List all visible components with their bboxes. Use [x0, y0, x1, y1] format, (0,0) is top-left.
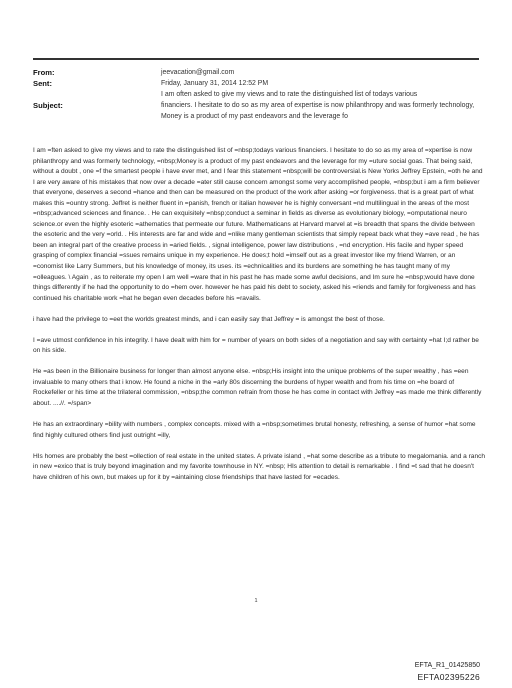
- body-paragraph: i have had the privilege to =eet the worlds greatest minds, and i can easily say that Jeffrey = is amongst the best of those.: [33, 315, 385, 323]
- from-value: jeevacation@gmail.com: [161, 69, 235, 76]
- email-header: [33, 68, 495, 122]
- document-id-secondary: EFTA02395226: [417, 672, 480, 682]
- body-paragraph: I am =ften asked to give my views and to rate the distinguished list of =nbsp;todays various financiers. I hesitate to do so as my area of =xpertise is now philanthropy and was formerly technology, =nbsp;Money is a product of my past endeavors and the leverage for my =uture social goas. That being said, without a doubt , one =f the smartest people i have ever met, and I fear this statement =nbsp;will be controversial.is New Yorks Jeffrey Epstein, =oth he and I are very aware of his mistakes that now over a decade =ater still cause concern amongst some very accomplished people, =nbsp;but i am a firm believer that everyone, deserves a second =hance and then can be measured on the product of the work after asking =or forgiveness. that is a great part of what makes this =ountry strong. Jeffret is neither fluent in =panish, french or italian however he is highly conversant =nd multilingual in the areas of the most =nbsp;advanced sciences and finance. . He can exquisitely =nbsp;conduct a seminar in fields as diverse as evolutionary biology, =omputational neuro science.or even the highly esoteric =athematics that permeate our future. Mathematicans at Harvard marvel at =is breadth that spans the divide between the esoteric and the very =orld. . His interests are far and wide and =nlike many gentleman scientists that simply repeat back what they =ave read , he has been an integral part of the creative process in =aried fields. , signal intelligence, power law distributions , =nd encryption. His facile and hyper speed grasping of complex financial =ssues remains unique in my experience. He does;t hold =imself out as a great investor like my friend Warren, or an =conomist like Larry Summers, but his knowledge of money, its uses. its =echnicalities and its burdens are something he has taught many of my =olleagues. \ Again , as to reiterate my open I am well =ware that in his past he has made some awful decisions, and Im sure he =nbsp;would have done things differently if he had the opportunity to do =hem over. however he has paid his debt to society, asked his =riends and family for forgiveness and has continued his charitable work =hat he began even decades before his =ravails.: [33, 147, 483, 302]
- from-label: From:: [33, 68, 55, 77]
- to-row: [33, 90, 495, 101]
- to-value: I am often asked to give my views and to rate the distinguished list of todays various: [161, 91, 418, 98]
- body-paragraph: I =ave utmost confidence in his integrity. I have dealt with him for = number of years on both sides of a negotiation and say with certainty =hat I;d rather be on his side.: [33, 336, 479, 355]
- page-number: 1: [254, 598, 258, 604]
- subject-row: [33, 101, 495, 122]
- sent-value: Friday, January 31, 2014 12:52 PM: [161, 80, 269, 87]
- subject-label: Subject:: [33, 101, 63, 110]
- from-row: [33, 68, 495, 79]
- document-id-primary: EFTA_R1_01425850: [414, 662, 480, 669]
- header-rule: [33, 58, 479, 60]
- subject-value: financiers. I hesitate to do so as my area of expertise is now philanthropy and was formerly technology, Money is a product of my past endeavors and the leverage fo: [161, 102, 475, 120]
- body-paragraph: He =as been in the Billionaire business for longer than almost anyone else. =nbsp;His insight into the unique problems of the super wealthy , has =een invaluable to many others that i know. He found a niche in the =arly 80s discerning the burdens of hyper wealth and from his time on =he board of Rockefeller or his time at the trilateral commission, =nbsp;the common refrain from those he has come in contact with Jeffrey =as made me think differently about. ....//. =/span>: [33, 368, 482, 407]
- email-body: [33, 146, 485, 483]
- body-paragraph: He has an extraordinary =bility with numbers , complex concepts. mixed with a =nbsp;sometimes brutal honesty, refreshing, a sense of humor =hat some find highly cultured others find just outright =illy,: [33, 421, 476, 439]
- sent-label: Sent:: [33, 79, 52, 88]
- sent-row: [33, 79, 495, 90]
- body-paragraph: HIs homes are probably the best =ollection of real estate in the united states. A private island , =hat some describe as a tribute to megalomania. and a ranch in new =exico that is truly beyond imagination and my favorite townhouse in NY. =nbsp; HIs attention to detail is remarkable . I find =t sad that he doesn't have children of his own, but makes up for it by =aintaining close friendships that have lasted for =ecades.: [33, 452, 486, 481]
